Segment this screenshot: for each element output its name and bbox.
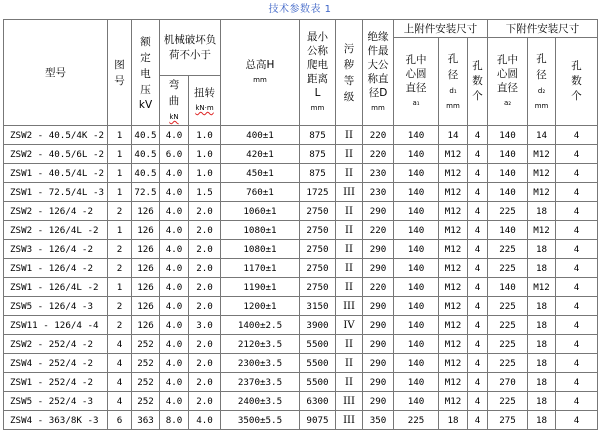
cell-pollution: II [336,278,363,297]
cell-bend: 4.0 [160,316,189,335]
cell-model: ZSW1 - 252/4 -2 [4,373,108,392]
cell-hole-count-upper: 4 [468,392,488,411]
cell-torsion: 2.0 [189,354,221,373]
cell-hole-dia-lower: 18 [528,202,556,221]
cell-height: 420±1 [221,145,300,164]
header-pollution: 污秽等级 [336,20,363,126]
cell-torsion: 2.0 [189,297,221,316]
cell-hole-center-lower: 140 [488,183,528,202]
cell-hole-center-lower: 225 [488,392,528,411]
cell-hole-center-upper: 140 [394,126,439,145]
cell-pollution: III [336,411,363,430]
cell-hole-center-lower: 140 [488,126,528,145]
table-row [4,316,598,335]
cell-hole-center-upper: 140 [394,335,439,354]
header-hole-count-upper: 孔数个 [468,38,488,126]
table-row [4,126,598,145]
cell-hole-center-lower: 225 [488,259,528,278]
table-row [4,183,598,202]
cell-pollution: II [336,240,363,259]
cell-hole-dia-lower: 18 [528,392,556,411]
table-body [4,126,598,430]
cell-model: ZSW1 - 40.5/4L -2 [4,164,108,183]
header-diameter: 绝缘件最大公称直径D mm [363,20,394,126]
cell-creep: 2750 [300,278,336,297]
cell-bend: 4.0 [160,183,189,202]
table-row [4,145,598,164]
cell-pollution: II [336,373,363,392]
cell-pollution: II [336,354,363,373]
header-mech-group: 机械破坏负荷不小于 [160,20,221,76]
cell-hole-center-upper: 140 [394,202,439,221]
cell-hole-center-upper: 140 [394,297,439,316]
cell-hole-count-upper: 4 [468,164,488,183]
spec-table [3,19,598,430]
cell-hole-dia-lower: 18 [528,240,556,259]
cell-torsion: 2.0 [189,373,221,392]
cell-diameter: 290 [363,202,394,221]
cell-fig: 1 [108,183,132,202]
cell-voltage: 40.5 [132,164,160,183]
cell-torsion: 1.5 [189,183,221,202]
cell-voltage: 126 [132,316,160,335]
cell-fig: 1 [108,126,132,145]
cell-voltage: 363 [132,411,160,430]
cell-model: ZSW1 - 126/4 -2 [4,259,108,278]
cell-diameter: 290 [363,392,394,411]
cell-torsion: 2.0 [189,392,221,411]
cell-diameter: 290 [363,259,394,278]
header-hole-dia-lower: 孔径 d₂ mm [528,38,556,126]
cell-bend: 4.0 [160,335,189,354]
header-lower-group: 下附件安装尺寸 [488,20,598,38]
cell-model: ZSW5 - 126/4 -3 [4,297,108,316]
cell-creep: 2750 [300,240,336,259]
cell-voltage: 72.5 [132,183,160,202]
cell-pollution: III [336,297,363,316]
table-row [4,164,598,183]
cell-torsion: 1.0 [189,164,221,183]
cell-hole-dia-lower: 18 [528,316,556,335]
cell-hole-count-lower: 4 [556,278,598,297]
cell-model: ZSW5 - 252/4 -3 [4,392,108,411]
cell-fig: 4 [108,335,132,354]
cell-creep: 5500 [300,373,336,392]
cell-model: ZSW1 - 126/4L -2 [4,278,108,297]
table-row [4,297,598,316]
cell-fig: 2 [108,316,132,335]
cell-hole-center-upper: 140 [394,278,439,297]
cell-height: 760±1 [221,183,300,202]
cell-hole-dia-upper: 14 [439,126,468,145]
cell-hole-count-upper: 4 [468,411,488,430]
cell-hole-dia-upper: M12 [439,354,468,373]
cell-hole-dia-lower: 18 [528,297,556,316]
cell-bend: 6.0 [160,145,189,164]
cell-hole-count-upper: 4 [468,278,488,297]
cell-hole-dia-upper: 18 [439,411,468,430]
cell-hole-count-upper: 4 [468,202,488,221]
cell-torsion: 2.0 [189,278,221,297]
cell-diameter: 220 [363,221,394,240]
cell-height: 1080±1 [221,221,300,240]
cell-hole-count-upper: 4 [468,240,488,259]
cell-hole-dia-upper: M12 [439,183,468,202]
cell-pollution: II [336,126,363,145]
cell-height: 1190±1 [221,278,300,297]
cell-hole-center-lower: 225 [488,297,528,316]
cell-hole-count-lower: 4 [556,240,598,259]
cell-creep: 1725 [300,183,336,202]
cell-hole-center-lower: 225 [488,354,528,373]
cell-model: ZSW11 - 126/4 -4 [4,316,108,335]
cell-hole-count-lower: 4 [556,221,598,240]
cell-bend: 4.0 [160,126,189,145]
cell-hole-count-lower: 4 [556,316,598,335]
cell-voltage: 126 [132,240,160,259]
cell-pollution: II [336,145,363,164]
cell-creep: 3150 [300,297,336,316]
cell-pollution: II [336,164,363,183]
cell-hole-center-upper: 140 [394,240,439,259]
cell-height: 1200±1 [221,297,300,316]
cell-voltage: 126 [132,259,160,278]
cell-hole-center-lower: 225 [488,335,528,354]
table-row [4,278,598,297]
cell-hole-center-lower: 140 [488,221,528,240]
header-fig: 图号 [108,20,132,126]
cell-pollution: II [336,202,363,221]
cell-bend: 4.0 [160,259,189,278]
cell-creep: 875 [300,126,336,145]
cell-bend: 4.0 [160,240,189,259]
cell-hole-count-lower: 4 [556,297,598,316]
cell-bend: 4.0 [160,297,189,316]
cell-diameter: 290 [363,373,394,392]
cell-bend: 4.0 [160,354,189,373]
cell-hole-dia-upper: M12 [439,335,468,354]
header-creep: 最小公称爬电距离L mm [300,20,336,126]
cell-model: ZSW2 - 126/4L -2 [4,221,108,240]
cell-creep: 875 [300,145,336,164]
cell-hole-count-lower: 4 [556,202,598,221]
cell-pollution: II [336,335,363,354]
header-hole-count-lower: 孔数个 [556,38,598,126]
cell-fig: 2 [108,297,132,316]
cell-torsion: 2.0 [189,240,221,259]
cell-hole-count-upper: 4 [468,126,488,145]
cell-model: ZSW3 - 126/4 -2 [4,240,108,259]
cell-fig: 4 [108,373,132,392]
cell-hole-dia-lower: 18 [528,335,556,354]
cell-height: 3500±5.5 [221,411,300,430]
cell-creep: 3900 [300,316,336,335]
cell-model: ZSW2 - 252/4 -2 [4,335,108,354]
cell-torsion: 1.0 [189,126,221,145]
cell-creep: 5500 [300,335,336,354]
header-model: 型号 [4,20,108,126]
cell-hole-center-lower: 225 [488,316,528,335]
header-bend: 弯曲 kN [160,76,189,126]
cell-hole-center-upper: 140 [394,373,439,392]
cell-hole-dia-lower: 18 [528,259,556,278]
cell-creep: 875 [300,164,336,183]
cell-hole-count-upper: 4 [468,297,488,316]
cell-hole-dia-upper: M12 [439,240,468,259]
cell-fig: 1 [108,164,132,183]
cell-hole-count-lower: 4 [556,183,598,202]
cell-fig: 2 [108,202,132,221]
cell-bend: 4.0 [160,278,189,297]
cell-fig: 1 [108,145,132,164]
cell-hole-dia-upper: M12 [439,202,468,221]
header-torsion: 扭转 kN·m [189,76,221,126]
cell-diameter: 290 [363,316,394,335]
cell-height: 2120±3.5 [221,335,300,354]
cell-bend: 4.0 [160,164,189,183]
cell-creep: 9075 [300,411,336,430]
cell-model: ZSW2 - 126/4 -2 [4,202,108,221]
cell-hole-dia-upper: M12 [439,259,468,278]
cell-hole-count-upper: 4 [468,145,488,164]
cell-height: 400±1 [221,126,300,145]
header-hole-center-upper: 孔中心圆直径 a₁ [394,38,439,126]
cell-hole-dia-lower: M12 [528,278,556,297]
cell-fig: 4 [108,392,132,411]
cell-height: 1170±1 [221,259,300,278]
cell-voltage: 40.5 [132,126,160,145]
cell-torsion: 2.0 [189,259,221,278]
cell-torsion: 1.0 [189,145,221,164]
cell-voltage: 252 [132,354,160,373]
cell-torsion: 3.0 [189,316,221,335]
cell-hole-center-upper: 140 [394,164,439,183]
cell-pollution: III [336,183,363,202]
cell-voltage: 252 [132,335,160,354]
cell-hole-dia-upper: M12 [439,145,468,164]
cell-hole-dia-upper: M12 [439,278,468,297]
table-row [4,392,598,411]
cell-hole-dia-upper: M12 [439,316,468,335]
cell-hole-count-lower: 4 [556,335,598,354]
cell-hole-center-lower: 225 [488,240,528,259]
cell-height: 450±1 [221,164,300,183]
cell-hole-center-upper: 140 [394,259,439,278]
cell-height: 2370±3.5 [221,373,300,392]
cell-hole-center-upper: 140 [394,221,439,240]
cell-hole-count-lower: 4 [556,126,598,145]
cell-model: ZSW1 - 72.5/4L -3 [4,183,108,202]
cell-hole-center-upper: 140 [394,392,439,411]
cell-creep: 2750 [300,259,336,278]
cell-diameter: 220 [363,278,394,297]
cell-fig: 2 [108,240,132,259]
cell-model: ZSW4 - 252/4 -2 [4,354,108,373]
cell-fig: 2 [108,259,132,278]
header-upper-group: 上附件安装尺寸 [394,20,488,38]
cell-fig: 1 [108,278,132,297]
table-row [4,202,598,221]
cell-hole-count-lower: 4 [556,145,598,164]
cell-height: 2400±3.5 [221,392,300,411]
cell-bend: 8.0 [160,411,189,430]
header-height: 总高H mm [221,20,300,126]
cell-hole-count-upper: 4 [468,335,488,354]
cell-hole-count-upper: 4 [468,183,488,202]
cell-hole-center-upper: 140 [394,316,439,335]
cell-voltage: 126 [132,221,160,240]
cell-diameter: 220 [363,126,394,145]
cell-hole-count-upper: 4 [468,259,488,278]
cell-hole-dia-upper: M12 [439,373,468,392]
cell-hole-center-upper: 140 [394,354,439,373]
cell-hole-center-lower: 140 [488,164,528,183]
table-row [4,335,598,354]
cell-diameter: 230 [363,183,394,202]
table-row [4,411,598,430]
cell-bend: 4.0 [160,392,189,411]
cell-pollution: III [336,392,363,411]
cell-hole-center-lower: 270 [488,373,528,392]
cell-creep: 2750 [300,202,336,221]
cell-hole-count-lower: 4 [556,411,598,430]
cell-diameter: 290 [363,335,394,354]
cell-fig: 1 [108,221,132,240]
cell-hole-center-lower: 140 [488,278,528,297]
cell-diameter: 220 [363,145,394,164]
cell-model: ZSW2 - 40.5/6L -2 [4,145,108,164]
cell-hole-dia-lower: M12 [528,164,556,183]
cell-torsion: 2.0 [189,335,221,354]
header-hole-dia-upper: 孔径 d₁ mm [439,38,468,126]
cell-hole-count-lower: 4 [556,259,598,278]
cell-pollution: IV [336,316,363,335]
cell-torsion: 4.0 [189,411,221,430]
cell-height: 1060±1 [221,202,300,221]
cell-hole-dia-lower: 18 [528,411,556,430]
cell-hole-dia-lower: M12 [528,145,556,164]
cell-hole-center-upper: 225 [394,411,439,430]
cell-pollution: II [336,221,363,240]
cell-hole-dia-lower: 18 [528,354,556,373]
cell-fig: 6 [108,411,132,430]
header-voltage: 额定电压 kV [132,20,160,126]
cell-height: 1080±1 [221,240,300,259]
cell-model: ZSW4 - 363/8K -3 [4,411,108,430]
cell-hole-dia-upper: M12 [439,164,468,183]
cell-diameter: 290 [363,240,394,259]
table-row [4,373,598,392]
cell-diameter: 230 [363,164,394,183]
cell-hole-dia-upper: M12 [439,392,468,411]
cell-bend: 4.0 [160,373,189,392]
cell-hole-count-lower: 4 [556,373,598,392]
cell-height: 1400±2.5 [221,316,300,335]
cell-fig: 4 [108,354,132,373]
cell-hole-center-upper: 140 [394,145,439,164]
cell-hole-count-upper: 4 [468,221,488,240]
cell-voltage: 126 [132,278,160,297]
cell-hole-center-upper: 140 [394,183,439,202]
header-hole-center-lower: 孔中心圆直径 a₂ [488,38,528,126]
cell-diameter: 350 [363,411,394,430]
cell-diameter: 290 [363,354,394,373]
cell-hole-center-lower: 140 [488,145,528,164]
cell-hole-count-lower: 4 [556,354,598,373]
table-row [4,240,598,259]
table-row [4,354,598,373]
cell-voltage: 252 [132,373,160,392]
cell-hole-count-upper: 4 [468,316,488,335]
cell-creep: 6300 [300,392,336,411]
cell-voltage: 126 [132,297,160,316]
cell-hole-center-lower: 225 [488,202,528,221]
cell-diameter: 290 [363,297,394,316]
cell-torsion: 2.0 [189,202,221,221]
cell-hole-dia-upper: M12 [439,221,468,240]
cell-voltage: 40.5 [132,145,160,164]
cell-hole-dia-lower: M12 [528,183,556,202]
cell-hole-dia-lower: 14 [528,126,556,145]
cell-bend: 4.0 [160,221,189,240]
cell-bend: 4.0 [160,202,189,221]
cell-voltage: 126 [132,202,160,221]
cell-hole-count-upper: 4 [468,354,488,373]
cell-hole-dia-upper: M12 [439,297,468,316]
cell-creep: 5500 [300,354,336,373]
cell-pollution: II [336,259,363,278]
cell-creep: 2750 [300,221,336,240]
cell-hole-dia-lower: M12 [528,221,556,240]
table-row [4,221,598,240]
cell-hole-dia-lower: 18 [528,373,556,392]
cell-torsion: 2.0 [189,221,221,240]
cell-hole-center-lower: 275 [488,411,528,430]
cell-hole-count-lower: 4 [556,164,598,183]
table-row [4,259,598,278]
cell-height: 2300±3.5 [221,354,300,373]
table-title: 技术参数表 1 [268,4,332,15]
cell-hole-count-upper: 4 [468,373,488,392]
cell-model: ZSW2 - 40.5/4K -2 [4,126,108,145]
cell-hole-count-lower: 4 [556,392,598,411]
cell-voltage: 252 [132,392,160,411]
